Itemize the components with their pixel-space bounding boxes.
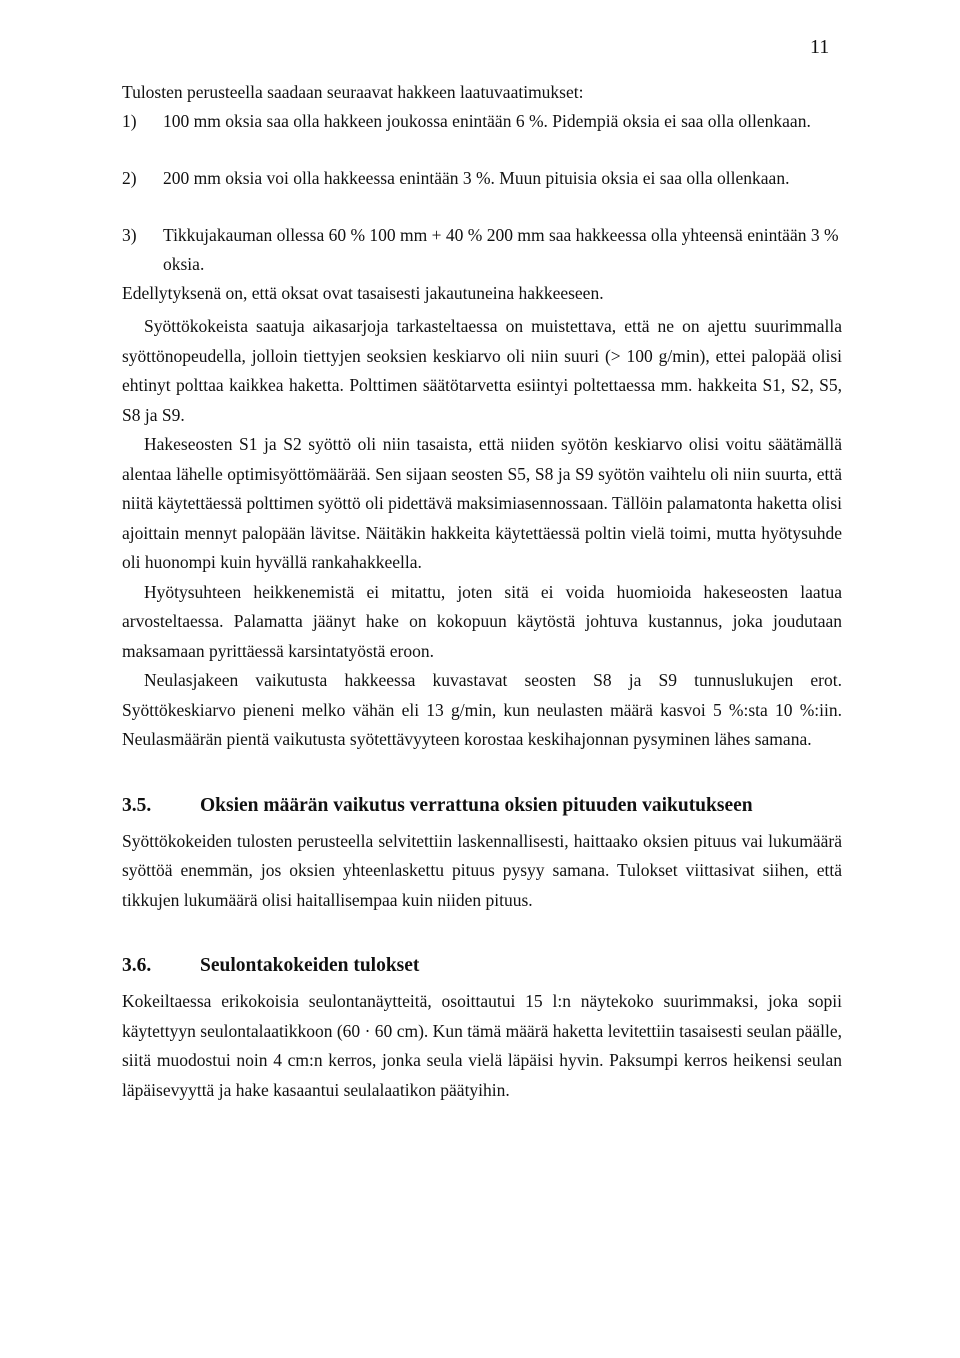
section-number: 3.6. (122, 955, 152, 976)
section-title: Seulontakokeiden tulokset (200, 955, 420, 976)
list-text: 100 mm oksia saa olla hakkeen joukossa enintään 6 %. Pidempiä oksia ei saa olla ollenkaan. (163, 111, 811, 131)
list-item (122, 107, 842, 136)
intro-text: Tulosten perusteella saadaan seuraavat hakkeen laatuvaatimukset: (122, 82, 584, 102)
list-number: 3) (122, 225, 137, 245)
paragraph: Neulasjakeen vaikutusta hakkeessa kuvastavat seosten S8 ja S9 tunnuslukujen erot. Syöttökeskiarvo pieneni melko vähän eli 13 g/min, kun neulasten määrä kasvoi 5 %:sta 10 %:iin. Neulasmäärän pientä vaikutusta syötettävyyteen korostaa keskihajonnan pysyminen lähes samana. (122, 670, 842, 749)
paragraph: Hyötysuhteen heikkenemistä ei mitattu, joten sitä ei voida huomioida hakeseosten laatua arvosteltaessa. Palamatta jäänyt hake on kokopuun käytöstä johtuva kustannus, joka joudutaan maksamaan pyrittäessä karsintatyöstä eroon. (122, 581, 842, 661)
list-item (122, 221, 842, 279)
section-heading (122, 795, 842, 817)
paragraph: Syöttökokeista saatuja aikasarjoja tarkasteltaessa on muistettava, että ne on ajettu suurimmalla syöttönopeudella, jolloin tiettyjen seoksien keskiarvo oli niin suuri (> 100 g/min), ettei palopää olisi ehtinyt polttaa kaikkea haketta. Polttimen säätötarvetta esiintyi poltettaessa mm. hakkeita S1, S2, S5, S8 ja S9. (122, 316, 842, 425)
list-item (122, 164, 842, 193)
section-heading (122, 955, 842, 977)
section-number: 3.5. (122, 794, 152, 816)
list-number: 2) (122, 168, 137, 188)
list-text: Tikkujakauman ollessa 60 % 100 mm + 40 % 200 mm saa hakkeessa olla yhteensä enintään 3 % oksia. (163, 225, 839, 274)
section-title: Oksien määrän vaikutus verrattuna oksien pituuden vaikutukseen (200, 794, 753, 816)
list-number: 1) (122, 111, 137, 131)
list-text: 200 mm oksia voi olla hakkeessa enintään 3 %. Muun pituisia oksia ei saa olla ollenkaan. (163, 168, 790, 188)
section-paragraph: Kokeiltaessa erikokoisia seulontanäytteitä, osoittautui 15 l:n näytekoko suurimmaksi, joka sopii käytettyyn seulontalaatikkoon (60 · 60 cm). Kun tämä määrä haketta levitettiin tasaisesti seulan päälle, siitä muodostui noin 4 cm:n kerros, jonka seula vielä läpäisi hyvin. Paksumpi kerros heikensi seulan läpäisevyyttä ja hake kasaantui seulalaatikon päätyihin. (122, 991, 842, 1100)
condition-text: Edellytyksenä on, että oksat ovat tasaisesti jakautuneina hakkeeseen. (122, 283, 604, 303)
document-body (122, 78, 842, 1105)
page-number: 11 (810, 36, 830, 58)
section-paragraph: Syöttökokeiden tulosten perusteella selvitettiin laskennallisesti, haittaako oksien pituus vai lukumäärä syöttöä enemmän, jos oksien yhteenlaskettu pituus pysyy samana. Tulokset viittasivat siihen, että tikkujen lukumäärä olisi haitallisempaa kuin niiden pituus. (122, 830, 842, 910)
paragraph: Hakeseosten S1 ja S2 syöttö oli niin tasaista, että niiden syötön keskiarvo olisi voitu säätämällä alentaa lähelle optimisyöttömäärää. Sen sijaan seosten S5, S8 ja S9 syötön vaihtelu oli niin suurta, että niitä käytettäessä polttimen syöttö oli pidettävä maksimiasennossaan. Tällöin palamatonta haketta olisi ajoittain mennyt palopään lävitse. Näitäkin hakkeita käytettäessä poltin vielä toimi, mutta hyötysuhde oli huonompi kuin hyvällä rankahakkeella. (122, 434, 842, 572)
